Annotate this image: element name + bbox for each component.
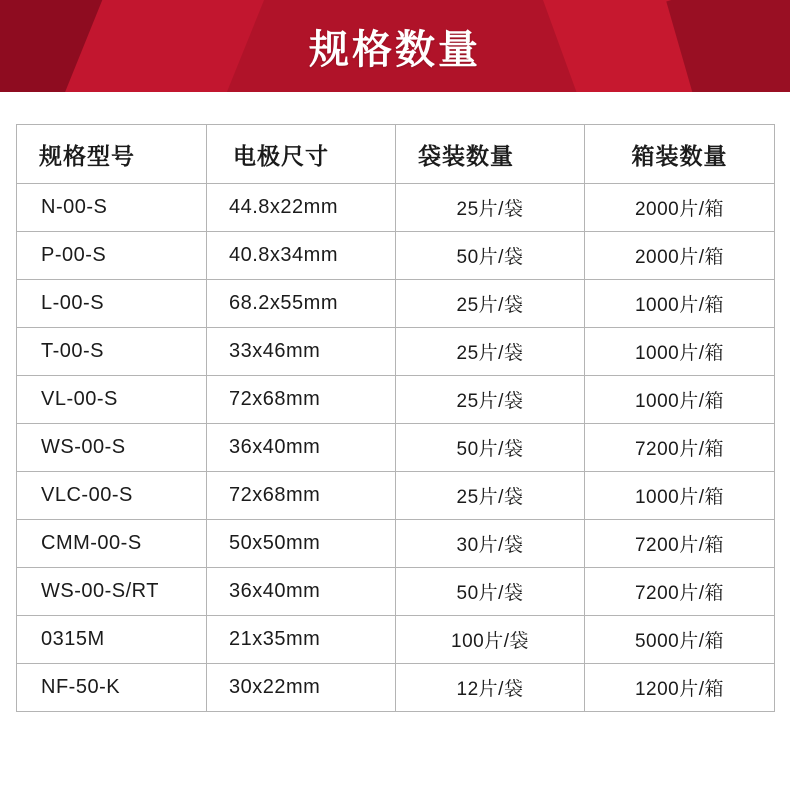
cell-box-quantity: 2000片/箱 — [585, 184, 775, 232]
column-header-model: 规格型号 — [17, 125, 207, 184]
table-row — [17, 664, 775, 712]
cell-bag-quantity: 50片/袋 — [396, 424, 585, 472]
table-row — [17, 328, 775, 376]
cell-bag-quantity: 25片/袋 — [396, 184, 585, 232]
cell-size: 36x40mm — [207, 424, 396, 472]
cell-box-quantity: 1000片/箱 — [585, 376, 775, 424]
cell-size: 21x35mm — [207, 616, 396, 664]
table-row — [17, 472, 775, 520]
cell-box-quantity: 7200片/箱 — [585, 520, 775, 568]
table-row — [17, 616, 775, 664]
cell-size: 33x46mm — [207, 328, 396, 376]
cell-bag-quantity: 100片/袋 — [396, 616, 585, 664]
cell-size: 36x40mm — [207, 568, 396, 616]
cell-bag-quantity: 25片/袋 — [396, 472, 585, 520]
cell-box-quantity: 2000片/箱 — [585, 232, 775, 280]
cell-model: VLC-00-S — [17, 472, 207, 520]
cell-model: NF-50-K — [17, 664, 207, 712]
cell-box-quantity: 1000片/箱 — [585, 328, 775, 376]
cell-box-quantity: 1000片/箱 — [585, 280, 775, 328]
cell-model: VL-00-S — [17, 376, 207, 424]
cell-size: 68.2x55mm — [207, 280, 396, 328]
table-row — [17, 184, 775, 232]
cell-size: 44.8x22mm — [207, 184, 396, 232]
cell-bag-quantity: 25片/袋 — [396, 280, 585, 328]
cell-box-quantity: 7200片/箱 — [585, 568, 775, 616]
cell-size: 72x68mm — [207, 472, 396, 520]
cell-model: 0315M — [17, 616, 207, 664]
table-row — [17, 424, 775, 472]
spec-table-container — [16, 124, 774, 712]
cell-bag-quantity: 12片/袋 — [396, 664, 585, 712]
cell-bag-quantity: 50片/袋 — [396, 568, 585, 616]
table-row — [17, 568, 775, 616]
cell-box-quantity: 7200片/箱 — [585, 424, 775, 472]
table-body — [17, 184, 775, 712]
column-header-bag-quantity: 袋装数量 — [396, 125, 585, 184]
cell-bag-quantity: 25片/袋 — [396, 328, 585, 376]
cell-model: N-00-S — [17, 184, 207, 232]
page-title: 规格数量 — [309, 27, 481, 72]
cell-bag-quantity: 30片/袋 — [396, 520, 585, 568]
table-row — [17, 376, 775, 424]
cell-bag-quantity: 50片/袋 — [396, 232, 585, 280]
table-header-row — [17, 125, 775, 184]
table-row — [17, 232, 775, 280]
cell-size: 50x50mm — [207, 520, 396, 568]
cell-size: 40.8x34mm — [207, 232, 396, 280]
cell-size: 72x68mm — [207, 376, 396, 424]
cell-model: WS-00-S — [17, 424, 207, 472]
cell-model: L-00-S — [17, 280, 207, 328]
cell-box-quantity: 1000片/箱 — [585, 472, 775, 520]
cell-model: T-00-S — [17, 328, 207, 376]
spec-table — [16, 124, 775, 712]
table-row — [17, 520, 775, 568]
table-header — [17, 125, 775, 184]
cell-model: WS-00-S/RT — [17, 568, 207, 616]
cell-bag-quantity: 25片/袋 — [396, 376, 585, 424]
cell-box-quantity: 1200片/箱 — [585, 664, 775, 712]
cell-model: P-00-S — [17, 232, 207, 280]
cell-box-quantity: 5000片/箱 — [585, 616, 775, 664]
cell-model: CMM-00-S — [17, 520, 207, 568]
table-row — [17, 280, 775, 328]
cell-size: 30x22mm — [207, 664, 396, 712]
column-header-box-quantity: 箱装数量 — [585, 125, 775, 184]
column-header-electrode-size: 电极尺寸 — [207, 125, 396, 184]
header-banner — [0, 0, 790, 92]
